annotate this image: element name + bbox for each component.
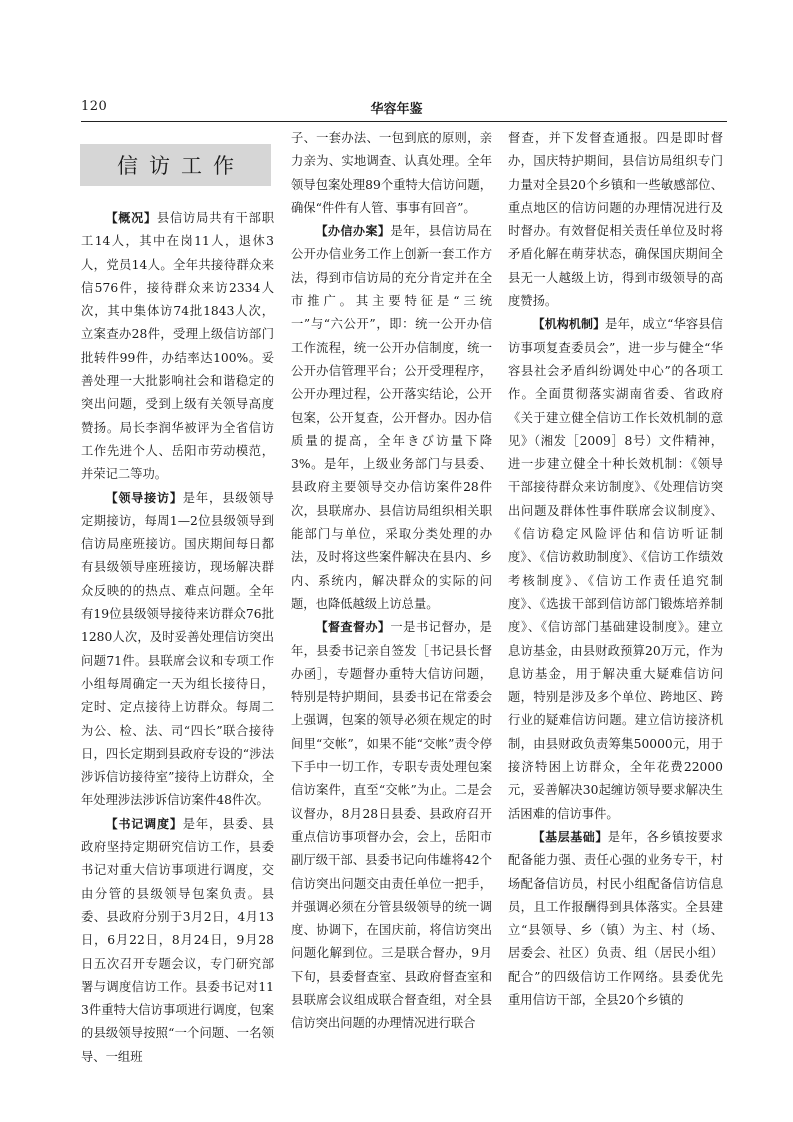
paragraph-institutions-mechanisms — [508, 313, 723, 826]
column-2 — [291, 127, 492, 1036]
heading-supervision: 【督查督办】 — [315, 620, 391, 635]
paragraph-text: 县信访局共有干部职工14人，其中在岗11人，退休3人，党员14人。全年共接待群众来信576件，接待群众来访2334人次，其中集体访74批1843人次，立案查办28件，受理上级信访部门批转件99件，办结率达100%。妥善处理一大批影响社会和谐稳定的突出问题，受到上级有关领导高度赞扬。局长李润华被评为全省信访工作先进个人、岳阳市劳动模范，并荣记二等功。 — [81, 211, 274, 482]
paragraph-text: 子、一套办法、一包到底的原则，亲力亲为、实地调查、认真处理。全年领导包案处理89个重特大信访问题，确保“件件有人管、事事有回音”。 — [291, 131, 492, 215]
heading-letter-case-handling: 【办信办案】 — [315, 224, 391, 239]
paragraph-text: 是年，县委、县政府坚持定期研究信访工作，县委书记对重大信访事项进行调度，交由分管的县级领导包案负责。县委、县政府分别于3月2日，4月13日，6月22日，8月24日，9月28日五次召开专题会议，专门研究部署与调度信访工作。县委书记对113件重特大信访事项进行调度，包案的县级领导按照“一个问题、一名领导、一组班 — [81, 816, 274, 1064]
heading-secretary-dispatch: 【书记调度】 — [105, 816, 183, 831]
paragraph-continued — [508, 127, 723, 313]
paragraph-overview — [81, 207, 274, 487]
paragraph-text: 是年，各乡镇按要求配备能力强、责任心强的业务专干，村场配备信访员，村民小组配备信访信息员，且工作报酬得到具体落实。全县建立“县领导、乡（镇）为主、村（场、居委会、社区）负责、组（居民小组）配合”的四级信访工作网络。县委优先重用信访干部，全县20个乡镇的 — [508, 829, 723, 1007]
paragraph-supervision — [291, 616, 492, 1035]
paragraph-text: 一是书记督办，是年，县委书记亲自签发［书记县长督办函］，专题督办重特大信访问题，特别是特护期间，县委书记在常委会上强调，包案的领导必须在规定的时间里“交帐”，如果不能“交帐”责令停下手中一切工作，专职专责处理包案信访案件，直至“交帐”为止。二是会议督办，8月28日县委、县政府召开重点信访事项督办会，会上，岳阳市副厅级干部、县委书记向伟雄将42个信访突出问题交由责任单位一把手，并强调必须在分管县级领导的统一调度、协调下，在国庆前，将信访突出问题化解到位。三是联合督办，9月下旬，县委督查室、县政府督查室和县联席会议组成联合督查组，对全县信访突出问题的办理情况进行联合 — [291, 620, 492, 1031]
paragraph-grassroots — [508, 826, 723, 1012]
heading-overview: 【概况】 — [105, 211, 157, 225]
paragraph-letter-case-handling — [291, 220, 492, 616]
running-head: 华容年鉴 — [370, 102, 423, 117]
page-number: 120 — [81, 99, 108, 114]
column-1 — [81, 207, 274, 1069]
paragraph-secretary-dispatch — [81, 813, 274, 1069]
paragraph-text: 是年，县信访局在公开办信业务工作上创新一套工作方法，得到市信访局的充分肯定并在全市推广。其主要特征是“三统一”与“六公开”，即：统一公开办信工作流程，统一公开办信制度，统一公开办信管理平台；公开受理程序，公开办理过程，公开落实结论，公开包案，公开复查，公开督办。因办信质量的提高，全年きび访量下降3%。是年，上级业务部门与县委、县政府主要领导交办信访案件28件次，县联席办、县信访局组织相关职能部门与单位，采取分类处理的办法，及时将这些案件解决在县内、乡内、系统内，解决群众的实际的问题，也降低越级上访总量。 — [291, 224, 492, 611]
section-title: 信访工作 — [80, 144, 271, 186]
paragraph-continued — [291, 127, 492, 220]
paragraph-text: 督查，并下发督查通报。四是即时督办，国庆特护期间，县信访局组织专门力量对全县20个乡镇和一些敏感部位、重点地区的信访问题的办理情况进行及时督办。有效督促相关责任单位及时将矛盾化解在萌芽状态，确保国庆期间全县无一人越级上访，得到市级领导的高度赞扬。 — [508, 131, 723, 309]
paragraph-text: 是年，成立“华容县信访事项复查委员会”，进一步与健全“华容县社会矛盾纠纷调处中心”的各项工作。全面贯彻落实湖南省委、省政府《关于建立健全信访工作长效机制的意见》（湘发［2009］8号）文件精神，进一步建立健全十种长效机制：《领导干部接待群众来访制度》、《处理信访突出问题及群体性事件联席会议制度》、《信访稳定风险评估和信访听证制度》、《信访救助制度》、《信访工作绩效考核制度》、《信访工作责任追究制度》、《选拔干部到信访部门锻炼培养制度》、《信访部门基础建设制度》。建立息访基金，由县财政预算20万元，作为息访基金，用于解决重大疑难信访问题，特别是涉及多个单位、跨地区、跨行业的疑难信访问题。建立信访接济机制，由县财政负责筹集50000元，用于接济特困上访群众，全年花费22000元，妥善解决30起缠访领导要求解决生活困难的信访事件。 — [508, 317, 723, 821]
heading-grassroots: 【基层基础】 — [532, 829, 608, 844]
heading-leader-reception: 【领导接访】 — [105, 490, 183, 505]
paragraph-leader-reception — [81, 487, 274, 813]
column-3 — [508, 127, 723, 1012]
paragraph-text: 是年，县级领导定期接访，每周1—2位县级领导到信访局座班接访。国庆期间每日都有县级领导座班接访，现场解决群众反映的的热点、难点问题。全年有19位县级领导接待来访群众76批1280人次，及时妥善处理信访突出问题71件。县联席会议和专项工作小组每周确定一天为组长接待日，定时、定点接待上访群众。每周二为公、检、法、司“四长”联合接待日，四长定期到县政府专设的“涉法涉诉信访接待室”接待上访群众，全年处理涉法涉诉信访案件48件次。 — [81, 490, 274, 808]
header-rule — [81, 121, 727, 122]
heading-institutions-mechanisms: 【机构机制】 — [532, 317, 606, 332]
